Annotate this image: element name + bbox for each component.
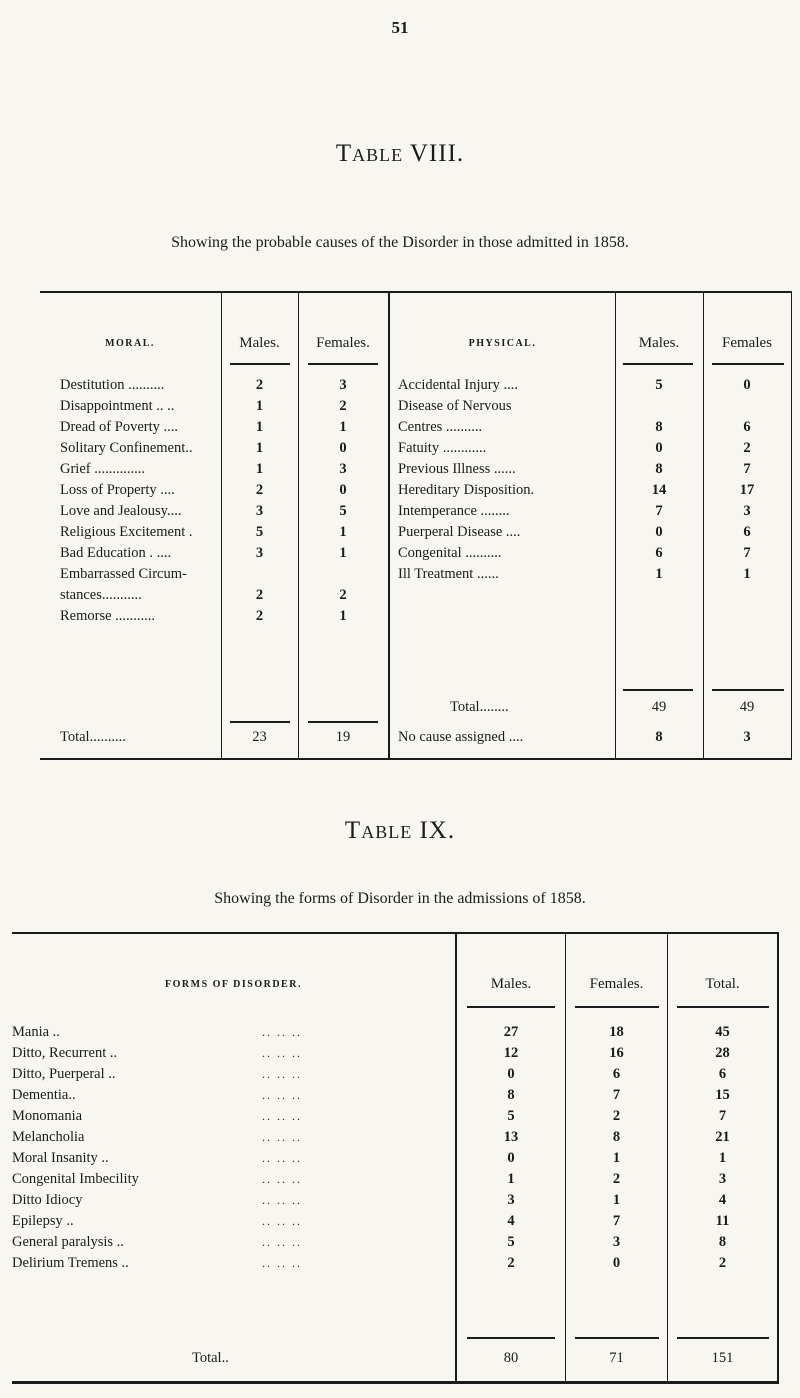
t9-row-label: Ditto Idiocy [12, 1192, 83, 1208]
t9-row-leader-dots: .. .. .. [262, 1025, 302, 1039]
no-cause-males: 8 [655, 729, 663, 745]
moral-row-label: Destitution .......... [60, 377, 165, 393]
t9-row-label: Mania .. [12, 1024, 60, 1040]
t9-row-leader-dots: .. .. .. [262, 1046, 302, 1060]
t9-row-males: 5 [507, 1234, 515, 1250]
t9-row-leader-dots: .. .. .. [262, 1067, 302, 1081]
moral-row-label: stances........... [60, 587, 142, 603]
t9-row-females: 16 [609, 1045, 624, 1061]
no-cause-label: No cause assigned .... [398, 729, 524, 745]
moral-row-label: Disappointment .. .. [60, 398, 175, 414]
physical-row-males [615, 396, 703, 417]
moral-row-label: Embarrassed Circum- [60, 566, 187, 582]
moral-row-label: Loss of Property .... [60, 482, 175, 498]
physical-row-females: 6 [743, 419, 751, 435]
moral-row-males: 1 [255, 440, 264, 456]
t9-females-header: Females. [589, 976, 644, 992]
t9-row-leader-dots: .. .. .. [262, 1235, 302, 1249]
moral-males-header: Males. [239, 335, 280, 351]
moral-row-males: 2 [255, 377, 264, 393]
t9-row-males: 0 [507, 1066, 515, 1082]
t9-row-total: 3 [718, 1171, 727, 1187]
t9-row-total: 1 [718, 1150, 727, 1166]
physical-row-label: Accidental Injury .... [398, 377, 518, 393]
physical-total-label: Total........ [450, 699, 509, 715]
t9-total-label: Total.. [192, 1350, 229, 1366]
t9-row-total: 2 [718, 1255, 727, 1271]
t9-row-females: 2 [612, 1171, 621, 1187]
physical-females-header: Females [722, 335, 772, 351]
physical-row-label: Puerperal Disease .... [398, 524, 521, 540]
table8-subtitle: Showing the probable causes of the Disorder in those admitted in 1858. [171, 234, 629, 251]
t9-row-males: 2 [507, 1255, 515, 1271]
t9-row-females: 6 [612, 1066, 621, 1082]
physical-row-label: Centres .......... [398, 419, 483, 435]
physical-row-females: 1 [743, 566, 751, 582]
t9-row-males: 27 [503, 1024, 519, 1040]
t9-row-males: 8 [507, 1087, 515, 1103]
t9-row-total: 45 [715, 1024, 730, 1040]
moral-row-females: 1 [339, 524, 347, 540]
t9-total-header: Total. [705, 976, 740, 992]
moral-row-label: Remorse ........... [60, 608, 156, 624]
t9-row-total: 8 [718, 1234, 727, 1250]
physical-row-label: Ill Treatment ...... [398, 566, 499, 582]
moral-row-females: 1 [339, 419, 347, 435]
forms-header: FORMS OF DISORDER. [165, 979, 302, 990]
t9-row-males: 4 [507, 1213, 515, 1229]
physical-row-females: 17 [739, 482, 755, 498]
moral-row-females: 3 [339, 461, 347, 477]
t9-total-males: 80 [503, 1350, 519, 1366]
moral-row-label: Bad Education . .... [60, 545, 172, 561]
moral-row-females: 1 [339, 608, 347, 624]
physical-row-males: 1 [655, 566, 663, 582]
t9-row-females: 7 [612, 1087, 621, 1103]
t9-row-males: 12 [503, 1045, 519, 1061]
t9-row-leader-dots: .. .. .. [262, 1172, 302, 1186]
page-number: 51 [391, 18, 409, 37]
moral-row-females: 3 [339, 377, 347, 393]
physical-row-females [703, 396, 791, 417]
moral-row-females: 0 [339, 440, 347, 456]
physical-row-females: 7 [743, 545, 751, 561]
t9-row-leader-dots: .. .. .. [262, 1256, 302, 1270]
t9-row-label: Ditto, Puerperal .. [12, 1066, 116, 1082]
moral-row-males [221, 564, 298, 585]
t9-row-leader-dots: .. .. .. [262, 1109, 302, 1123]
table8 [40, 291, 792, 759]
t9-row-males: 1 [507, 1171, 515, 1187]
physical-row-males: 0 [655, 524, 663, 540]
physical-row-females: 6 [743, 524, 751, 540]
t9-males-header: Males. [490, 976, 532, 992]
physical-row-males: 14 [651, 482, 667, 498]
t9-row-leader-dots: .. .. .. [262, 1193, 302, 1207]
t9-row-label: Dementia.. [12, 1087, 76, 1103]
physical-total-males: 49 [651, 699, 667, 715]
t9-row-total: 11 [715, 1213, 730, 1229]
physical-row-males: 0 [655, 440, 663, 456]
t9-row-label: Epilepsy .. [12, 1213, 74, 1229]
moral-row-males: 2 [255, 587, 264, 603]
moral-row-females: 1 [339, 545, 347, 561]
t9-row-label: Monomania [12, 1108, 83, 1124]
moral-row-label: Religious Excitement . [60, 524, 193, 540]
moral-row-label: Grief .............. [60, 461, 145, 477]
physical-row-females: 3 [743, 503, 751, 519]
t9-row-leader-dots: .. .. .. [262, 1151, 302, 1165]
physical-row-label: Hereditary Disposition. [398, 482, 535, 498]
t9-row-leader-dots: .. .. .. [262, 1214, 302, 1228]
moral-row-females: 0 [339, 482, 347, 498]
table9 [12, 932, 788, 1384]
moral-row-males: 3 [255, 545, 264, 561]
moral-row-males: 5 [255, 524, 264, 540]
moral-row-females: 2 [339, 587, 347, 603]
t9-row-males: 5 [507, 1108, 515, 1124]
t9-row-females: 0 [612, 1255, 621, 1271]
t9-row-total: 21 [715, 1129, 730, 1145]
t9-row-label: Congenital Imbecility [12, 1171, 139, 1187]
physical-row-label: Fatuity ............ [398, 440, 487, 456]
moral-row-label: Love and Jealousy.... [60, 503, 182, 519]
t9-row-total: 4 [718, 1192, 727, 1208]
moral-row-males: 1 [255, 398, 264, 414]
t9-row-females: 8 [612, 1129, 621, 1145]
t9-row-females: 18 [609, 1024, 624, 1040]
physical-row-males: 8 [655, 461, 663, 477]
physical-row-label: Previous Illness ...... [398, 461, 516, 477]
t9-row-total: 6 [718, 1066, 727, 1082]
moral-row-females: 2 [339, 398, 347, 414]
t9-row-label: General paralysis .. [12, 1234, 124, 1250]
t9-row-females: 1 [612, 1150, 621, 1166]
t9-row-females: 1 [612, 1192, 621, 1208]
t9-row-total: 7 [718, 1108, 727, 1124]
physical-total-females: 49 [739, 699, 755, 715]
table9-heading: Table IX. [344, 817, 456, 844]
t9-row-females: 3 [612, 1234, 621, 1250]
physical-row-males: 5 [655, 377, 663, 393]
moral-row-females [298, 564, 388, 585]
moral-row-males: 2 [255, 608, 264, 624]
physical-row-females: 2 [743, 440, 751, 456]
physical-males-header: Males. [638, 335, 680, 351]
physical-row-males: 8 [655, 419, 663, 435]
moral-row-males: 1 [255, 461, 264, 477]
moral-row-males: 2 [255, 482, 264, 498]
t9-row-females: 2 [612, 1108, 621, 1124]
physical-row-females: 0 [743, 377, 751, 393]
moral-females-header: Females. [316, 335, 370, 351]
t9-row-females: 7 [612, 1213, 621, 1229]
moral-row-females: 5 [339, 503, 347, 519]
physical-row-males: 7 [655, 503, 663, 519]
t9-row-label: Melancholia [12, 1129, 85, 1145]
moral-header: MORAL. [105, 338, 155, 349]
physical-row-label: Intemperance ........ [398, 503, 510, 519]
physical-row-label: Disease of Nervous [398, 398, 512, 414]
physical-row-label: Congenital .......... [398, 545, 502, 561]
moral-row-label: Dread of Poverty .... [60, 419, 178, 435]
t9-row-label: Delirium Tremens .. [12, 1255, 129, 1271]
moral-total-males: 23 [252, 729, 267, 745]
table9-subtitle: Showing the forms of Disorder in the admissions of 1858. [214, 890, 586, 907]
t9-row-label: Moral Insanity .. [12, 1150, 109, 1166]
t9-row-leader-dots: .. .. .. [262, 1130, 302, 1144]
physical-header: PHYSICAL. [468, 338, 537, 349]
t9-row-males: 0 [507, 1150, 515, 1166]
t9-total-total: 151 [711, 1350, 734, 1366]
physical-row-males: 6 [655, 545, 663, 561]
no-cause-females: 3 [743, 729, 751, 745]
t9-row-label: Ditto, Recurrent .. [12, 1045, 118, 1061]
t9-row-leader-dots: .. .. .. [262, 1088, 302, 1102]
t9-row-total: 15 [715, 1087, 730, 1103]
physical-row-females: 7 [743, 461, 751, 477]
table8-heading: Table VIII. [335, 140, 465, 167]
t9-total-females: 71 [609, 1350, 624, 1366]
moral-total-females: 19 [335, 729, 351, 745]
moral-row-males: 1 [255, 419, 264, 435]
moral-row-label: Solitary Confinement.. [60, 440, 193, 456]
t9-row-males: 3 [507, 1192, 515, 1208]
t9-row-males: 13 [503, 1129, 519, 1145]
moral-row-males: 3 [255, 503, 264, 519]
moral-total-label: Total.......... [60, 729, 126, 745]
t9-row-total: 28 [715, 1045, 730, 1061]
